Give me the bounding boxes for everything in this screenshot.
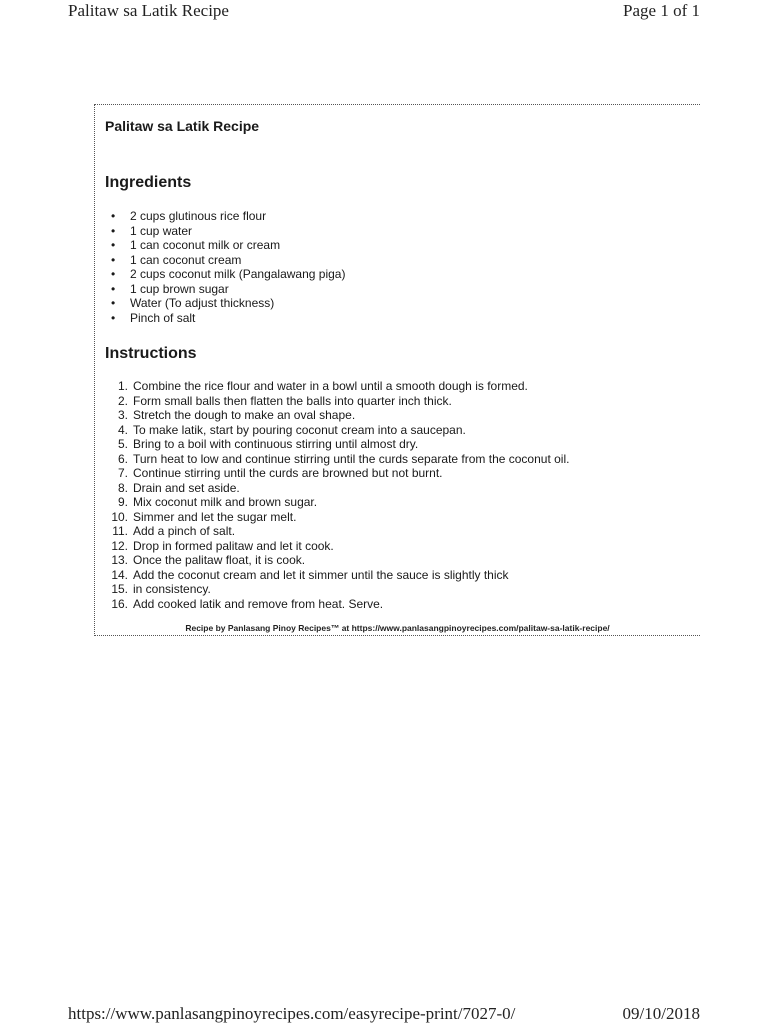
step-text: Drop in formed palitaw and let it cook. [133,538,334,553]
ingredient-item [111,253,345,268]
step-number: 2. [117,393,128,408]
instruction-step [105,379,569,394]
ingredient-text: Water (To adjust thickness) [130,296,275,310]
step-text: Continue stirring until the curds are browned but not burnt. [133,466,443,480]
print-header-title: Palitaw sa Latik Recipe [68,1,229,20]
bullet-icon: • [111,281,116,296]
ingredient-item [111,224,345,239]
step-number: 15. [111,582,128,596]
instruction-step [105,481,569,496]
step-number: 16. [111,596,128,611]
step-number: 1. [117,379,128,393]
step-number: 7. [117,466,128,480]
instruction-step [105,394,569,409]
ingredient-item [111,238,345,253]
print-footer-url: https://www.panlasangpinoyrecipes.com/easyrecipe-print/7027-0/ [68,1004,516,1023]
instruction-step [105,423,569,438]
instruction-step [105,597,569,612]
bullet-icon: • [111,252,116,267]
instruction-step [105,452,569,467]
instruction-step [105,437,569,452]
step-number: 11. [112,524,128,538]
instruction-step [105,408,569,423]
instruction-list [105,379,569,611]
step-text: Once the palitaw float, it is cook. [133,553,306,567]
ingredient-text: 2 cups coconut milk (Pangalawang piga) [130,267,346,281]
instruction-step [105,553,569,568]
print-footer-date: 09/10/2018 [622,1004,700,1023]
recipe-card [94,104,700,636]
ingredient-text: 1 can coconut milk or cream [130,238,281,252]
step-number: 3. [117,408,128,422]
step-number: 8. [117,480,128,495]
instruction-step [105,524,569,539]
ingredients-heading: Ingredients [105,174,192,191]
step-text: Drain and set aside. [133,480,240,495]
step-number: 6. [117,451,128,466]
bullet-icon: • [111,267,116,281]
recipe-title: Palitaw sa Latik Recipe [105,118,260,134]
step-text: Add the coconut cream and let it simmer until the sauce is slightly thick [133,567,509,582]
bullet-icon: • [111,238,116,252]
instruction-step [105,510,569,525]
ingredient-item [111,209,345,224]
step-text: Add cooked latik and remove from heat. Serve. [133,596,384,611]
instruction-step [105,568,569,583]
instructions-heading: Instructions [105,345,197,362]
step-text: Bring to a boil with continuous stirring until almost dry. [133,437,419,451]
step-number: 14. [111,567,128,582]
step-text: Add a pinch of salt. [133,524,236,538]
bullet-icon: • [111,209,116,223]
instruction-step [105,466,569,481]
ingredient-item [111,296,345,311]
ingredient-list [111,209,345,325]
ingredient-text: 1 cup brown sugar [130,281,229,296]
recipe-credit: Recipe by Panlasang Pinoy Recipes™ at https://www.panlasangpinoyrecipes.com/palitaw-sa-latik-recipe/ [185,623,610,633]
step-number: 13. [111,553,128,567]
step-text: in consistency. [133,582,211,596]
step-text: Stretch the dough to make an oval shape. [133,408,356,422]
step-text: Turn heat to low and continue stirring until the curds separate from the coconut oil. [133,451,570,466]
bullet-icon: • [111,310,116,325]
step-number: 5. [117,437,128,451]
instruction-step [105,582,569,597]
bullet-icon: • [111,296,116,310]
step-number: 9. [117,495,128,509]
step-text: Combine the rice flour and water in a bowl until a smooth dough is formed. [133,379,528,393]
ingredient-item [111,267,345,282]
step-number: 10. [111,509,128,524]
ingredient-text: 1 cup water [130,223,193,238]
step-number: 12. [111,538,128,553]
instruction-step [105,539,569,554]
step-text: Simmer and let the sugar melt. [133,509,297,524]
bullet-icon: • [111,223,116,238]
ingredient-text: 2 cups glutinous rice flour [130,209,267,223]
step-number: 4. [117,422,128,437]
step-text: Mix coconut milk and brown sugar. [133,495,318,509]
step-text: To make latik, start by pouring coconut cream into a saucepan. [133,422,466,437]
step-text: Form small balls then flatten the balls into quarter inch thick. [133,393,452,408]
ingredient-item [111,311,345,326]
ingredient-item [111,282,345,297]
ingredient-text: 1 can coconut cream [130,252,242,267]
ingredient-text: Pinch of salt [130,310,196,325]
print-header-page-number: Page 1 of 1 [623,1,700,20]
instruction-step [105,495,569,510]
